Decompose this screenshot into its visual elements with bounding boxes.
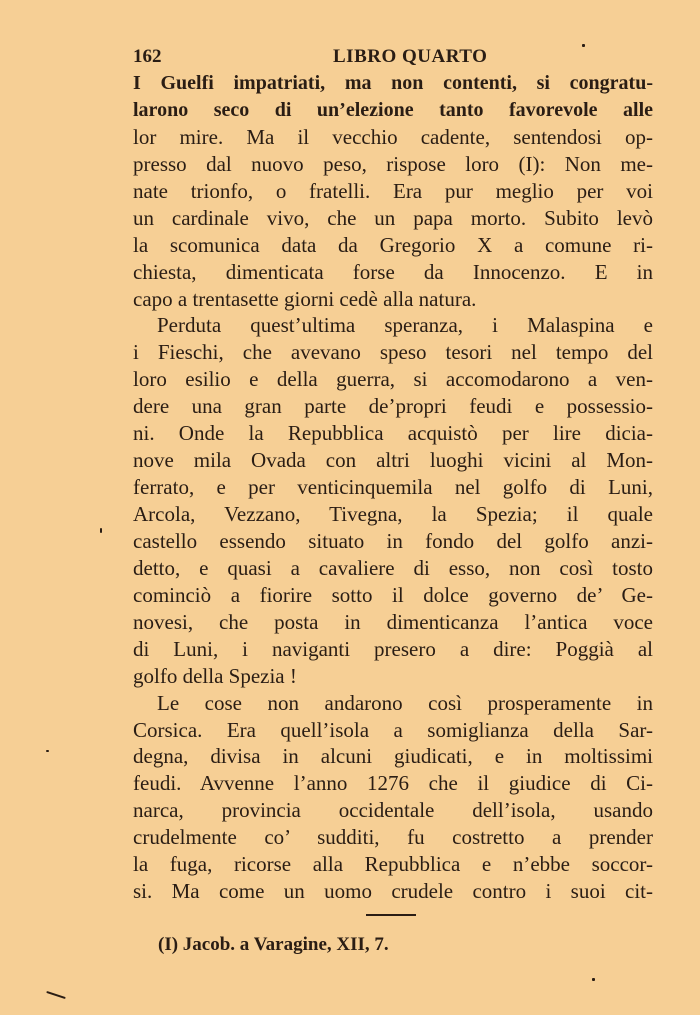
text-line: i Fieschi, che avevano speso tesori nel tempo del	[133, 340, 653, 365]
page-header	[133, 46, 653, 68]
footnote: (I) Jacob. a Varagine, XII, 7.	[158, 934, 389, 955]
text-line: narca, provincia occidentale dell’isola, usando	[133, 798, 653, 823]
scan-speck	[582, 44, 585, 47]
text-line: Corsica. Era quell’isola a somiglianza della Sar-	[133, 717, 653, 742]
text-line: lor mire. Ma il vecchio cadente, sentendosi op-	[133, 124, 653, 149]
text-line: feudi. Avvenne l’anno 1276 che il giudice di Ci-	[133, 771, 653, 796]
text-line: loro esilio e della guerra, si accomodarono a ven-	[133, 367, 653, 392]
scan-speck	[46, 750, 49, 752]
text-line: si. Ma come un uomo crudele contro i suoi cit-	[133, 879, 653, 904]
running-head: LIBRO QUARTO	[333, 46, 488, 67]
body-text	[133, 70, 653, 905]
text-line: capo a trentasette giorni cedè alla natura.	[133, 286, 477, 311]
text-line: ferrato, e per venticinquemila nel golfo di Luni,	[133, 475, 653, 500]
text-line: golfo della Spezia !	[133, 663, 297, 688]
text-line: di Luni, i naviganti presero a dire: Poggià al	[133, 636, 653, 661]
scan-speck	[46, 991, 66, 999]
text-line: crudelmente co’ sudditi, fu costretto a prender	[133, 825, 653, 850]
text-line: dere una gran parte de’propri feudi e possessio-	[133, 394, 653, 419]
scan-speck	[100, 528, 102, 533]
text-line: degna, divisa in alcuni giudicati, e in moltissimi	[133, 744, 653, 769]
text-line: nove mila Ovada con altri luoghi vicini al Mon-	[133, 448, 653, 473]
text-line: detto, e quasi a cavaliere di esso, non così tosto	[133, 555, 653, 580]
text-line: cominciò a fiorire sotto il dolce governo de’ Ge-	[133, 582, 653, 607]
text-line: I Guelfi impatriati, ma non contenti, si congratu-	[133, 72, 653, 94]
text-line: nate trionfo, o fratelli. Era pur meglio per voi	[133, 178, 653, 203]
text-line: larono seco di un’elezione tanto favorevole alle	[133, 98, 653, 121]
text-line: chiesta, dimenticata forse da Innocenzo. E in	[133, 259, 653, 284]
footnote-divider	[366, 914, 416, 916]
text-line: castello essendo situato in fondo del golfo anzi-	[133, 528, 653, 553]
text-line: Le cose non andarono così prosperamente in	[157, 690, 653, 715]
text-line: Arcola, Vezzano, Tivegna, la Spezia; il quale	[133, 502, 653, 526]
text-line: la scomunica data da Gregorio X a comune ri-	[133, 232, 653, 257]
text-line: novesi, che posta in dimenticanza l’antica voce	[133, 609, 653, 634]
scan-speck	[592, 978, 595, 981]
text-line: un cardinale vivo, che un papa morto. Subito levò	[133, 205, 653, 230]
text-line: presso dal nuovo peso, rispose loro (I): Non me-	[133, 151, 653, 176]
text-line: ni. Onde la Repubblica acquistò per lire dicia-	[133, 421, 653, 446]
text-line: la fuga, ricorse alla Repubblica e n’ebbe soccor-	[133, 852, 653, 877]
text-line: Perduta quest’ultima speranza, i Malaspina e	[157, 313, 653, 338]
page-number: 162	[133, 46, 162, 67]
